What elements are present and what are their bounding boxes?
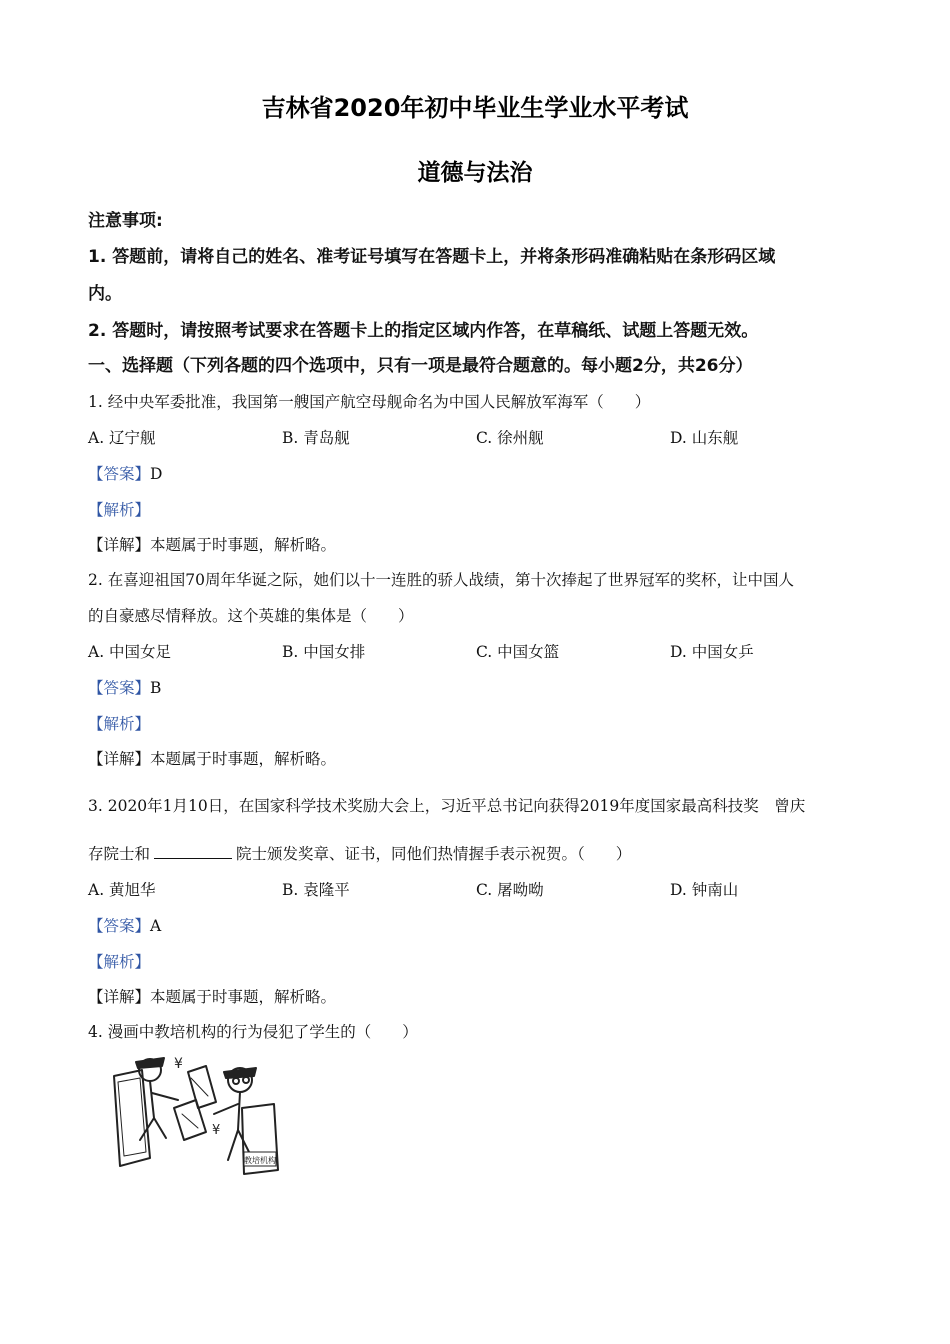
question-3-detail [88,986,336,1008]
question-3-option-c: C. 屠呦呦 [476,881,544,899]
question-2-stem-cont: 的自豪感尽情释放。这个英雄的集体是（ ） [88,607,414,625]
answer-label: 【答案】 [88,917,151,935]
detail-text: 本题属于时事题，解析略。 [150,750,337,768]
question-3-option-a: A. 黄旭华 [88,881,156,899]
question-1-option-b: B. 青岛舰 [282,429,350,447]
question-1-detail [88,534,336,556]
question-2-option-d: D. 中国女乒 [670,643,754,661]
question-2-detail [88,748,336,770]
question-4-stem: 4. 漫画中教培机构的行为侵犯了学生的（ ） [88,1023,418,1041]
question-2-analysis-label: 【解析】 [88,715,151,733]
exam-title: 吉林省2020年初中毕业生学业水平考试 [261,94,689,122]
notice-item-1: 1. 答题前，请将自己的姓名、准考证号填写在答题卡上，并将条形码准确粘贴在条形码区域 [88,247,776,267]
question-2-answer [88,677,161,699]
notice-item-2: 2. 答题时，请按照考试要求在答题卡上的指定区域内作答，在草稿纸、试题上答题无效。 [88,321,759,341]
right-figure-cap [224,1068,256,1078]
question-1-stem: 1. 经中央军委批准，我国第一艘国产航空母舰命名为中国人民解放军海军（ ） [88,393,651,411]
question-3-answer [88,915,161,937]
right-figure-glasses [233,1078,239,1084]
cartoon-sign-text: 教培机构 [244,1156,276,1165]
detail-text: 本题属于时事题，解析略。 [150,988,337,1006]
detail-label: 【详解】 [88,988,151,1006]
notice-heading: 注意事项: [88,211,163,231]
right-figure-arm [214,1104,238,1114]
exam-subject: 道德与法治 [417,160,533,186]
left-phone-screen [118,1078,146,1156]
section-heading: 一、选择题（下列各题的四个选项中，只有一项是最符合题意的。每小题2分，共26分） [88,356,753,376]
question-3-stem-cont [88,843,631,865]
question-2-option-a: A. 中国女足 [88,643,172,661]
question-3-option-d: D. 钟南山 [670,881,739,899]
right-figure-body [228,1092,252,1160]
detail-label: 【详解】 [88,536,151,554]
stem-part-b: 院士颁发奖章、证书，同他们热情握手表示祝贺。（ ） [236,845,632,863]
question-2-stem: 2. 在喜迎祖国70周年华诞之际，她们以十一连胜的骄人战绩，第十次捧起了世界冠军的奖杯，让中国人 [88,571,794,589]
question-2-option-c: C. 中国女篮 [476,643,560,661]
question-3-analysis-label: 【解析】 [88,953,151,971]
question-1-option-a: A. 辽宁舰 [88,429,156,447]
cartoon-illustration [92,1048,282,1178]
detail-label: 【详解】 [88,750,151,768]
answer-label: 【答案】 [88,679,151,697]
yuan-symbol-2: ¥ [212,1123,221,1138]
stem-part-a: 存院士和 [88,845,151,863]
answer-value: B [150,679,162,697]
question-1-option-d: D. 山东舰 [670,429,739,447]
left-figure-arm [152,1093,178,1100]
question-1-analysis-label: 【解析】 [88,501,151,519]
question-3-option-b: B. 袁隆平 [282,881,350,899]
answer-value: A [150,917,162,935]
question-1-option-c: C. 徐州舰 [476,429,544,447]
answer-label: 【答案】 [88,465,151,483]
left-phone-shape [114,1070,150,1166]
right-figure-glasses-2 [243,1077,249,1083]
fill-blank [154,844,232,859]
detail-text: 本题属于时事题，解析略。 [150,536,337,554]
answer-value: D [150,465,163,483]
question-3-stem: 3. 2020年1月10日，在国家科学技术奖励大会上，习近平总书记向获得2019年度国家最高科技奖 曾庆 [88,797,806,815]
question-1-answer [88,463,162,485]
question-2-option-b: B. 中国女排 [282,643,366,661]
notice-item-1-cont: 内。 [88,284,122,304]
yuan-symbol-1: ¥ [174,1056,183,1072]
left-figure-cap [136,1058,164,1068]
